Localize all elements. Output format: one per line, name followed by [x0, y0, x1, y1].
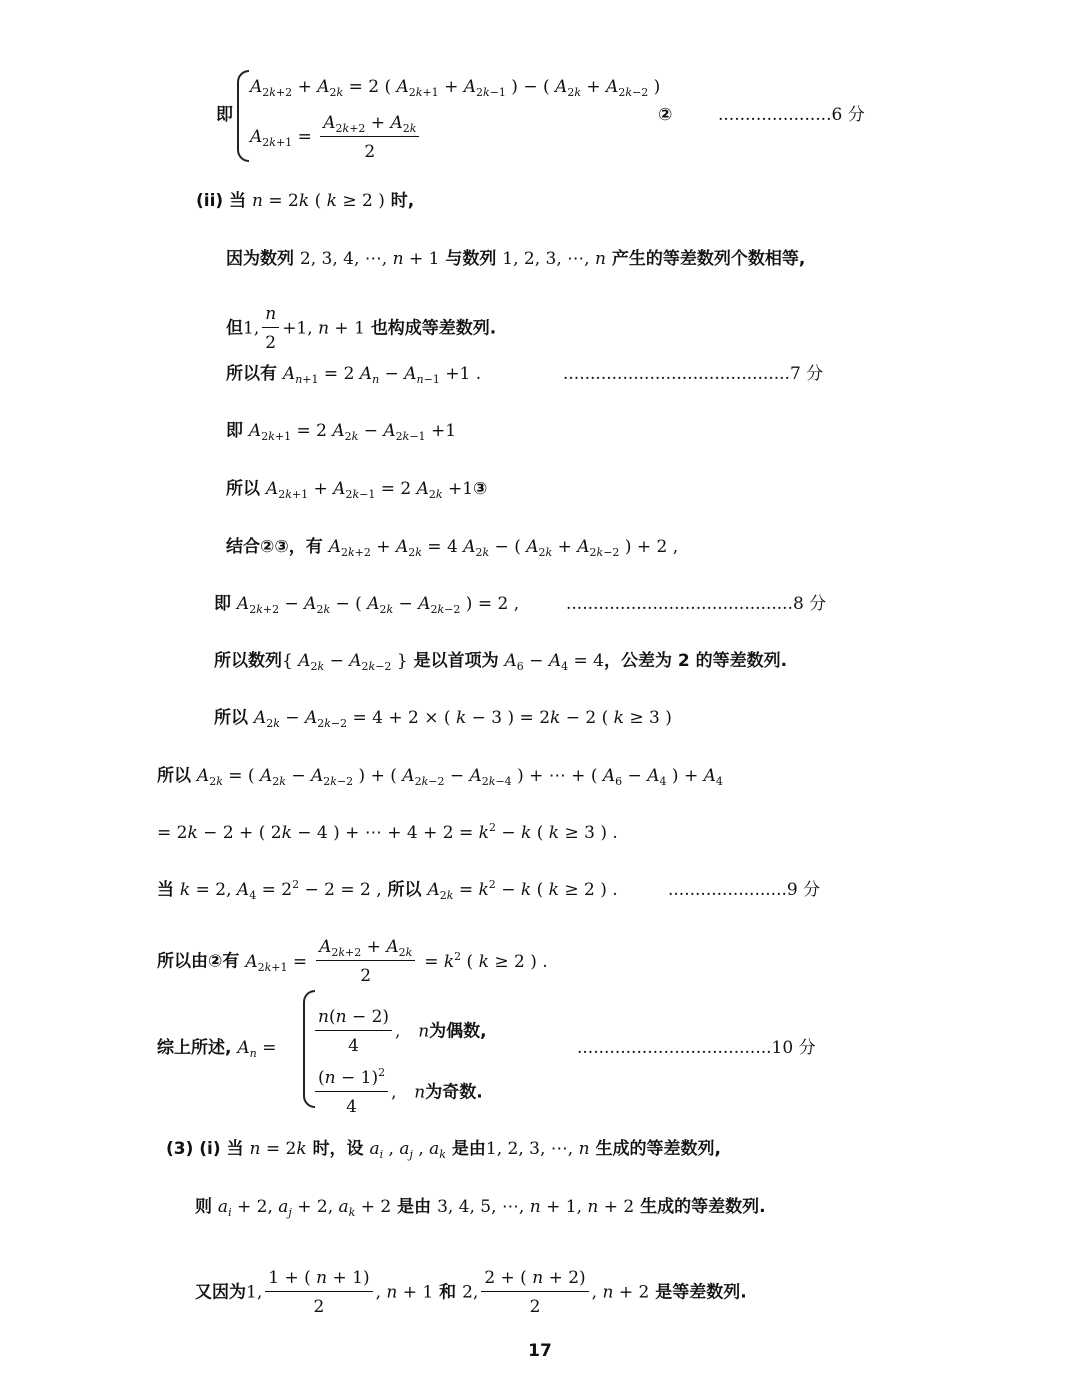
- case-odd: $\frac{(n - 1)^2}{4}$ , n为奇数.: [312, 1067, 483, 1118]
- score-6: .....................6 分: [718, 105, 865, 125]
- circle-2-marker: ②: [658, 105, 673, 125]
- zongshang-line: 综上所述, $A_n$ =: [157, 1038, 277, 1060]
- suoyi-you2-line: 所以由②有 $A_{2k+1}$ = $\frac{A_{2k+2} + A_{2k}}{2}$ = $k^2$ ( k ≥ 2 ) .: [157, 937, 548, 986]
- suoyi-line-5: 所以 $A_{2k} - A_{2k-2} = 4 + 2$ × ( k − 3 ) = 2k − 2 ( k ≥ 3 ): [214, 708, 672, 730]
- ji-line-3: 即 $A_{2k+2} - A_{2k}$ − ( $A_{2k} - A_{2k-2}$ ) = 2 ,: [214, 594, 520, 616]
- score-8: ..........................................8 分: [566, 594, 827, 614]
- suoyi-line-3: 所以 $A_{2k+1} + A_{2k-1} = 2$ $A_{2k}$ +1③: [226, 479, 488, 501]
- ji-line-2: 即 $A_{2k+1} = 2$ $A_{2k} - A_{2k-1} +1$: [226, 421, 457, 443]
- equation-line-2: $A_{2k+1}$ = $\frac{A_{2k+2} + A_{2k}}{2}$: [250, 112, 422, 163]
- score-10: ....................................10 分: [577, 1038, 816, 1058]
- case-even: $\frac{n(n - 2)}{4}$ , n为偶数,: [312, 1006, 487, 1057]
- score-9: ......................9 分: [668, 880, 821, 900]
- left-brace: [237, 70, 249, 162]
- ji-label: 即: [216, 105, 233, 125]
- case-ii-line: (ii) 当 n = 2k ( k ≥ 2 ) 时,: [196, 191, 415, 211]
- score-7: ..........................................7 分: [563, 364, 824, 384]
- equation-line-1: $A_{2k+2} + A_{2k} = 2$ ( $A_{2k+1} + A_{2k-1}$ ) − ( $A_{2k} + A_{2k-2}$ ): [250, 77, 661, 99]
- dang-line: 当 k = 2, $A_4 = 2^2 - 2 = 2$ , 所以 $A_{2k} = k^2 - k$ ( k ≥ 2 ) .: [157, 878, 618, 902]
- page-number: 17: [528, 1341, 552, 1361]
- suoyi-line-6: 所以 $A_{2k}$ = ( $A_{2k} - A_{2k-2}$ ) + ( $A_{2k-2} - A_{2k-4}$ ) + ⋯ + ( $A_6 - A_4$ ) + $A_4$: [157, 766, 723, 788]
- suoyiyou-line: 所以有 $A_{n+1} = 2$ $A_n - A_{n-1} +1$ .: [226, 364, 482, 386]
- suoyi-shulie-line: 所以数列{ $A_{2k} - A_{2k-2}$ } 是以首项为 $A_6 - A_4 = 4$，公差为 2 的等差数列.: [214, 651, 788, 673]
- part3-line: (3) (i) 当 n = 2k 时，设 $a_i$ , $a_j$ , $a_k$ 是由1, 2, 3, ⋯, n 生成的等差数列,: [166, 1139, 721, 1161]
- dan-line: 但1, $\frac{n}{2}$ +1, n + 1 也构成等差数列.: [226, 304, 497, 353]
- ze-line: 则 $a_i + 2$, $a_j + 2$, $a_k + 2$ 是由 3, 4, 5, ⋯, n + 1, n + 2 生成的等差数列.: [195, 1197, 766, 1219]
- jiehe-line: 结合②③，有 $A_{2k+2} + A_{2k} = 4$ $A_{2k}$ − ( $A_{2k} + A_{2k-2}$ ) + 2 ,: [226, 537, 679, 559]
- yinwei-line: 因为数列 2, 3, 4, ⋯, n + 1 与数列 1, 2, 3, ⋯, n 产生的等差数列个数相等,: [226, 249, 806, 269]
- sum-line: = 2k − 2 + ( 2k − 4 ) + ⋯ + $4 + 2 = k^2 - k$ ( k ≥ 3 ) .: [157, 821, 618, 843]
- you-yinwei-line: 又因为1, $\frac{1 + ( n + 1)}{2}$ , n + 1 和 2, $\frac{2 + ( n + 2)}{2}$ , n + 2 是等差数列.: [195, 1268, 747, 1317]
